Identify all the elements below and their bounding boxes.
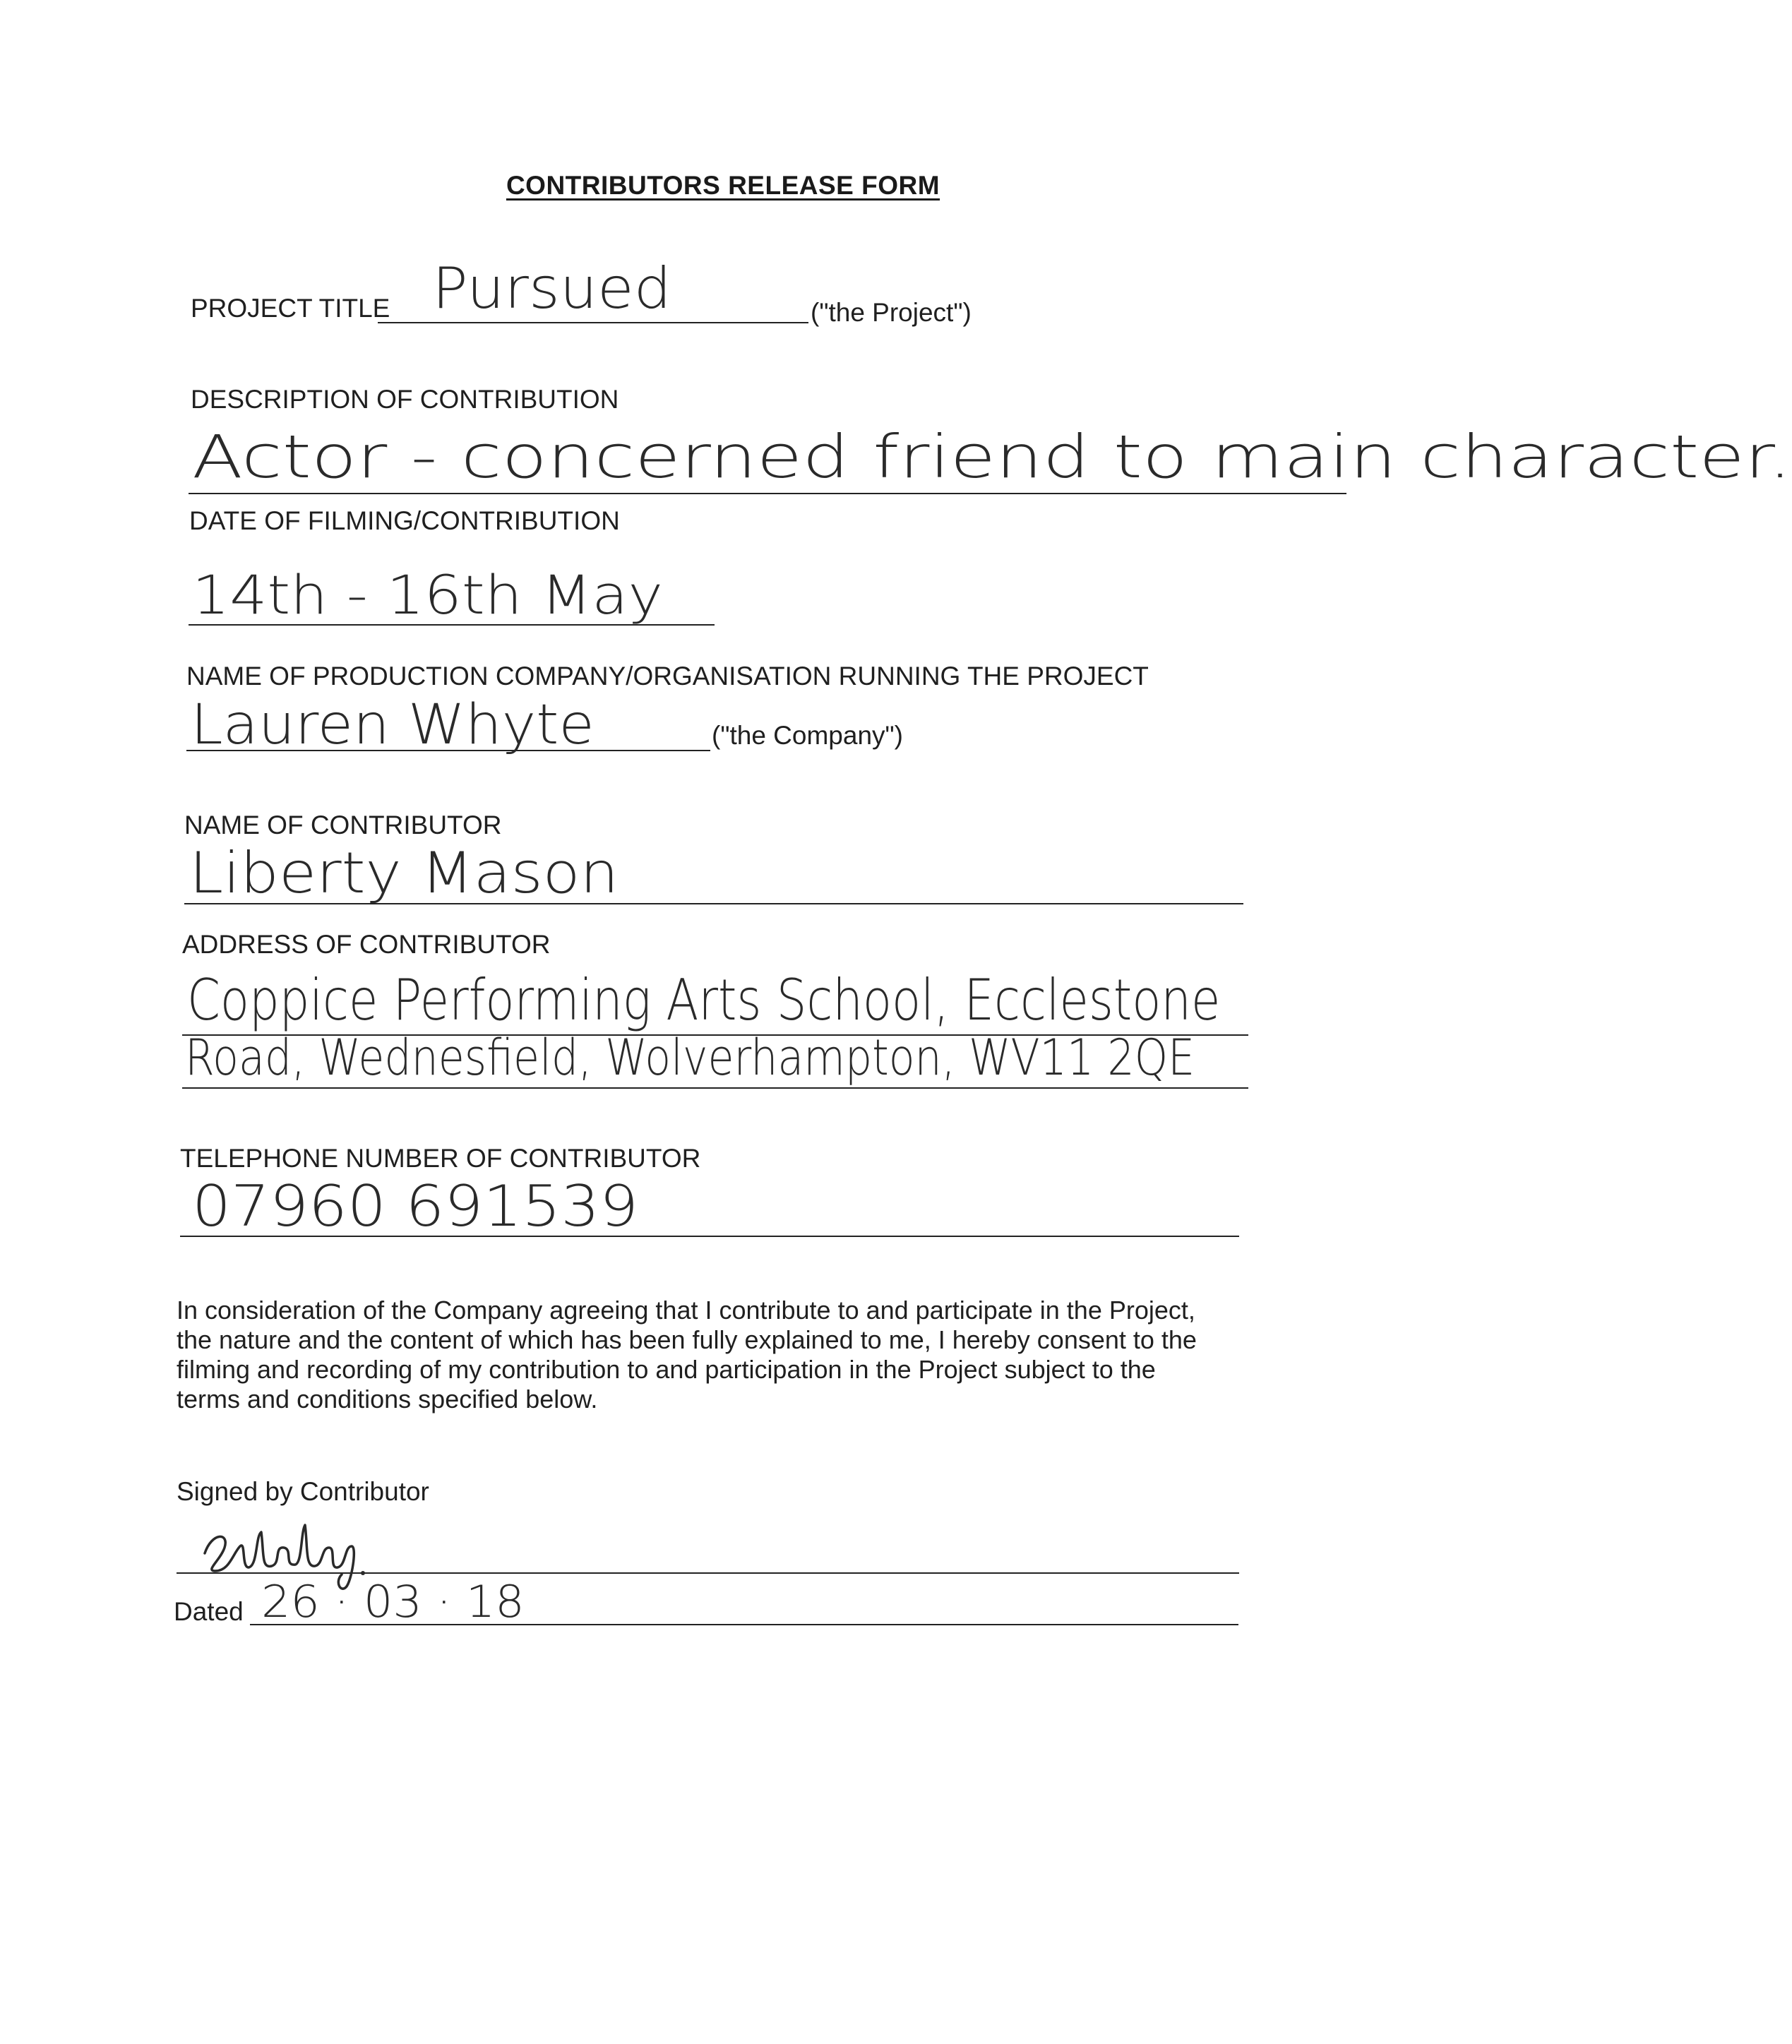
signature-label: Signed by Contributor [177, 1477, 429, 1506]
telephone-value[interactable]: 07960 691539 [192, 1173, 639, 1239]
contributor-name-label: NAME OF CONTRIBUTOR [184, 811, 502, 839]
company-label: NAME OF PRODUCTION COMPANY/ORGANISATION RUNNING THE PROJECT [186, 662, 1149, 691]
project-title-label: PROJECT TITLE [191, 294, 390, 323]
address-line-2 [182, 1087, 1248, 1089]
address-value-line1[interactable]: Coppice Performing Arts School, Ecclestone [187, 967, 1221, 1033]
consent-line: the nature and the content of which has been fully explained to me, I hereby consent to the [177, 1325, 1197, 1354]
consent-line: terms and conditions specified below. [177, 1385, 598, 1414]
dated-value[interactable]: 26 · 03 · 18 [261, 1576, 525, 1627]
consent-line: In consideration of the Company agreeing that I contribute to and participate in the Project, [177, 1296, 1195, 1325]
address-value-line2[interactable]: Road, Wednesfield, Wolverhampton, WV11 2QE [185, 1029, 1195, 1087]
project-suffix: ("the Project") [811, 298, 972, 327]
project-title-value[interactable]: Pursued [432, 256, 671, 321]
date-of-filming-label: DATE OF FILMING/CONTRIBUTION [189, 506, 620, 535]
company-suffix: ("the Company") [712, 721, 903, 750]
form-title [0, 171, 1446, 201]
company-value[interactable]: Lauren Whyte [191, 693, 595, 757]
date-of-filming-value[interactable]: 14th - 16th May [192, 563, 664, 626]
contributor-name-value[interactable]: Liberty Mason [189, 840, 619, 906]
form-title-text: CONTRIBUTORS RELEASE FORM [506, 171, 940, 200]
address-label: ADDRESS OF CONTRIBUTOR [182, 930, 551, 959]
contribution-value[interactable]: Actor - concerned friend to main character. [192, 422, 1792, 491]
project-title-line [378, 322, 808, 323]
dated-label: Dated [174, 1597, 244, 1626]
telephone-label: TELEPHONE NUMBER OF CONTRIBUTOR [180, 1144, 701, 1173]
consent-paragraph [177, 1296, 1197, 1414]
consent-line: filming and recording of my contribution to and participation in the Project subject to the [177, 1355, 1156, 1384]
contribution-line [189, 493, 1346, 494]
contribution-label: DESCRIPTION OF CONTRIBUTION [191, 385, 619, 414]
